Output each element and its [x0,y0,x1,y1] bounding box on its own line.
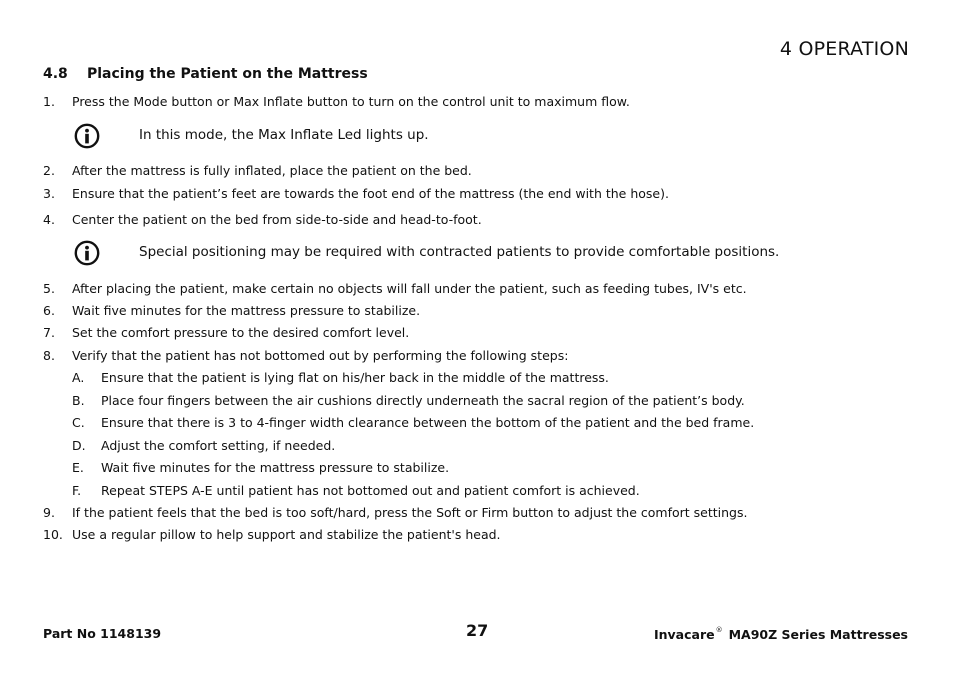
info-icon [74,123,100,149]
step-text: Set the comfort pressure to the desired comfort level. [72,325,410,340]
note-text: Special positioning may be required with contracted patients to provide comfortable positions. [139,244,780,260]
note-text: In this mode, the Max Inflate Led lights up. [139,127,429,143]
step-text: Wait five minutes for the mattress pressure to stabilize. [72,303,421,318]
step-number: 7. [43,325,55,340]
substep-text: Repeat STEPS A-E until patient has not bottomed out and patient comfort is achieved. [101,483,640,498]
step-text: Center the patient on the bed from side-to-side and head-to-foot. [72,212,482,227]
section-heading [43,66,368,82]
chapter-title: 4 OPERATION [779,38,909,60]
page-number: 27 [466,621,489,640]
step-text: After placing the patient, make certain no objects will fall under the patient, such as feeding tubes, IV's etc. [72,281,747,296]
substep-letter: E. [72,460,84,475]
step-text: If the patient feels that the bed is too soft/hard, press the Soft or Firm button to adjust the comfort settings. [72,505,748,520]
step-text: Press the Mode button or Max Inflate button to turn on the control unit to maximum flow. [72,94,630,109]
substep-text: Ensure that the patient is lying flat on his/her back in the middle of the mattress. [101,370,609,385]
substep-text: Wait five minutes for the mattress pressure to stabilize. [101,460,450,475]
brand-name: Invacare [653,627,715,642]
step-text: Verify that the patient has not bottomed out by performing the following steps: [72,348,569,363]
product-name: MA90Z Series Mattresses [728,627,908,642]
step-number: 9. [43,505,55,520]
step-number: 3. [43,186,55,201]
substep-letter: D. [72,438,86,453]
step-number: 2. [43,163,55,178]
step-text: Ensure that the patient’s feet are towards the foot end of the mattress (the end with the hose). [72,186,669,201]
substep-letter: A. [72,370,85,385]
step-number: 4. [43,212,55,227]
step-text: After the mattress is fully inflated, place the patient on the bed. [72,163,472,178]
part-number: Part No 1148139 [43,626,162,641]
substep-letter: B. [72,393,85,408]
substep-text: Ensure that there is 3 to 4-finger width clearance between the bottom of the patient and the bed frame. [101,415,755,430]
step-text: Use a regular pillow to help support and stabilize the patient's head. [72,527,501,542]
substep-letter: C. [72,415,85,430]
info-icon [74,240,100,266]
step-number: 10. [43,527,63,542]
substep-text: Place four fingers between the air cushions directly underneath the sacral region of the patient’s body. [101,393,745,408]
step-number: 6. [43,303,55,318]
substep-letter: F. [72,483,82,498]
section-number: 4.8 [43,66,68,82]
step-number: 1. [43,94,55,109]
trademark-symbol: ® [715,626,723,634]
product-footer [654,626,908,642]
section-title: Placing the Patient on the Mattress [87,66,368,82]
step-number: 8. [43,348,55,363]
step-number: 5. [43,281,55,296]
substep-text: Adjust the comfort setting, if needed. [101,438,336,453]
